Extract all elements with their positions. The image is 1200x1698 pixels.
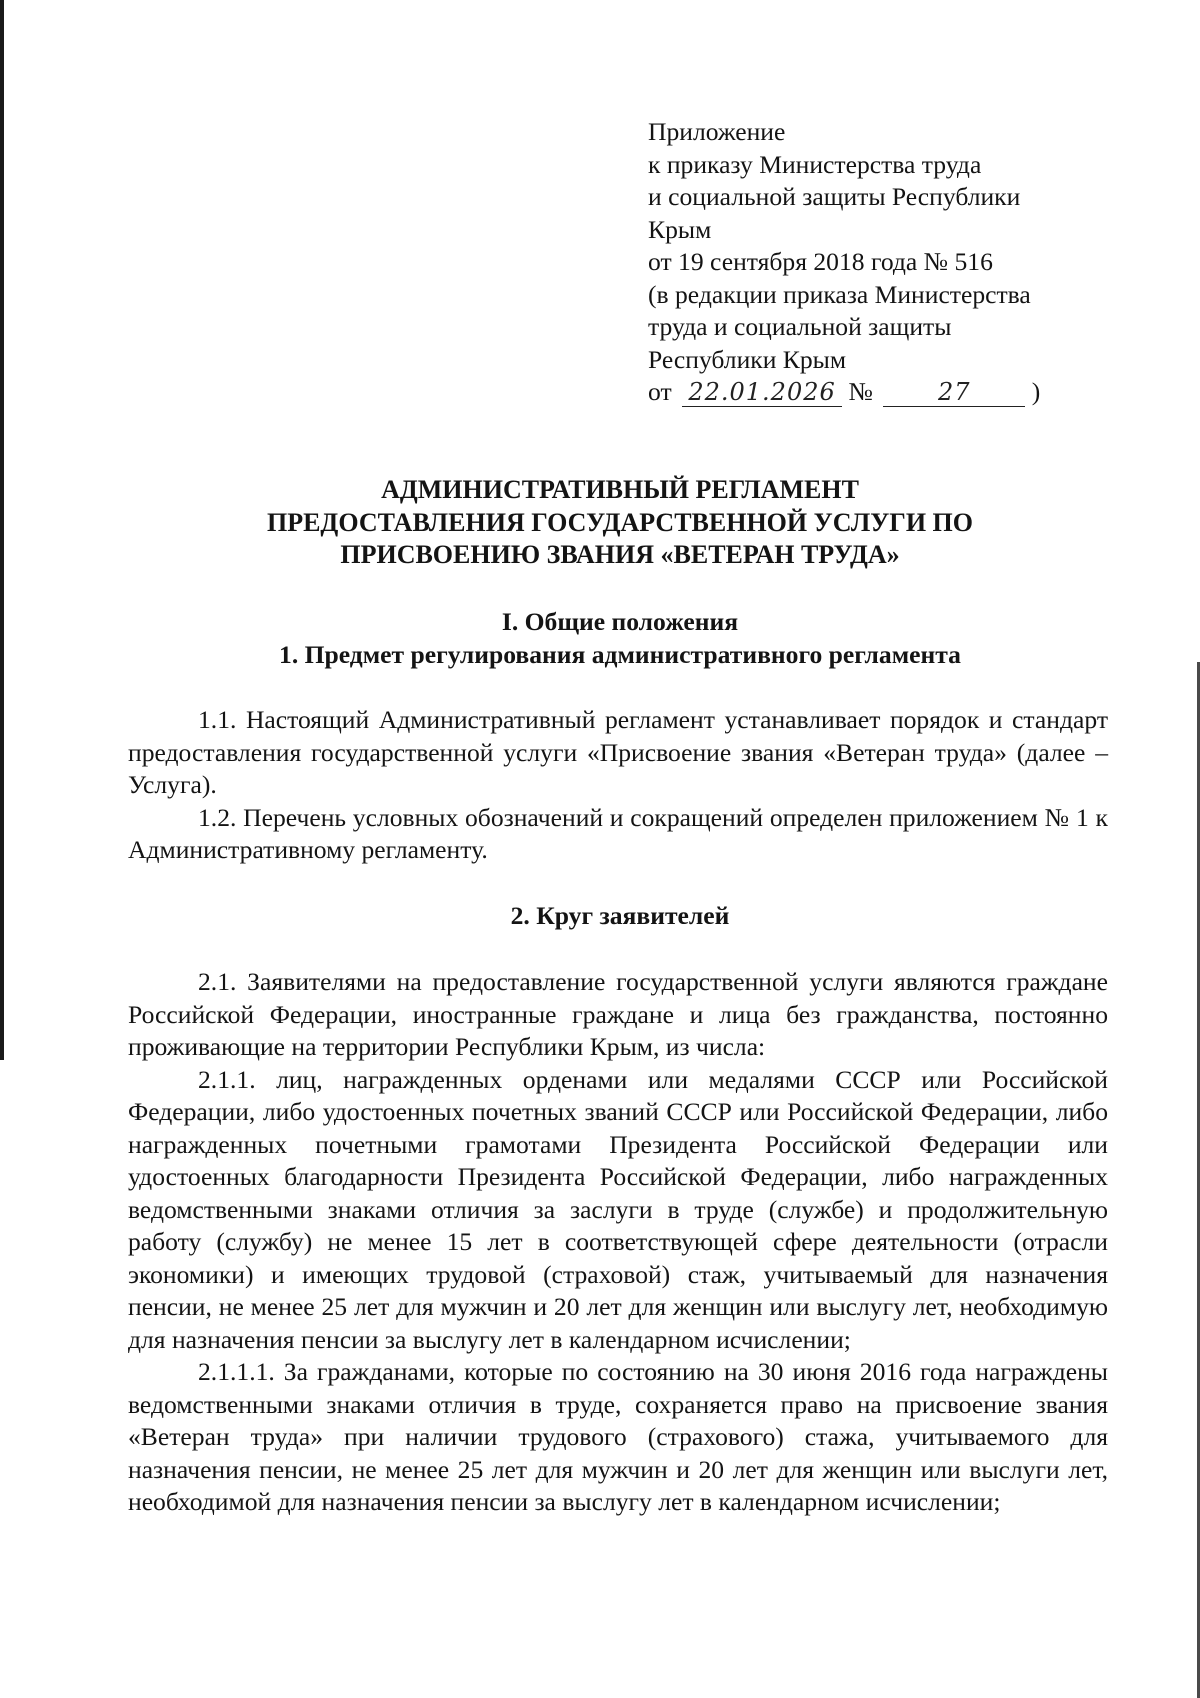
- section-2-heading-block: [130, 900, 1110, 933]
- appendix-line: и социальной защиты Республики: [648, 182, 1021, 211]
- appendix-line: труда и социальной защиты: [648, 312, 952, 341]
- section-subheading: 1. Предмет регулирования административного регламента: [279, 639, 961, 669]
- scan-left-border: [0, 0, 4, 1060]
- section-heading: I. Общие положения: [501, 607, 739, 636]
- paragraph: 2.1.1.1. За гражданами, которые по состоянию на 30 июня 2016 года награждены ведомственными знаками отличия в труде, сохраняется право на присвоение звания «Ветеран труда» при наличии трудового (страхового) стажа, учитываемого для назначения пенсии, не менее 25 лет для мужчин и 20 лет для женщин или выслуги лет, необходимой для назначения пенсии за выслугу лет в календарном исчислении;: [128, 1357, 1108, 1516]
- appendix-line: (в редакции приказа Министерства: [648, 279, 1031, 309]
- paragraph: 2.1.1. лиц, награжденных орденами или медалями СССР или Российской Федерации, либо удостоенных почетных званий СССР или Российской Федерации, либо награжденных почетными грамотами Президента Российской Федерации или удостоенных благодарности Президента Российской Федерации, либо награжденных ведомственными знаками отличия за заслуги в труде (службе) и продолжительную работу (службу) не менее 15 лет в соответствующей сфере деятельности (отрасли экономики) и имеющих трудовой (страховой) стаж, учитываемый для назначения пенсии, не менее 25 лет для мужчин и 20 лет для женщин или выслугу лет, необходимую для назначения пенсии за выслугу лет в календарном исчислении;: [128, 1064, 1108, 1354]
- handwritten-date: 22.01.2026: [682, 378, 842, 407]
- section-1-body: [128, 704, 1108, 867]
- title-line: ПРЕДОСТАВЛЕНИЯ ГОСУДАРСТВЕННОЙ УСЛУГИ ПО: [266, 507, 974, 537]
- appendix-line: Республики Крым: [648, 344, 847, 374]
- handwritten-number: 27: [883, 378, 1025, 407]
- amendment-signature-line: [648, 376, 1148, 409]
- appendix-line: Крым: [648, 214, 712, 244]
- paragraph: 2.1. Заявителями на предоставление государственной услуги являются граждане Российской Федерации, иностранные граждане и лица без гражданства, постоянно проживающие на территории Республики Крым, из числа:: [128, 967, 1108, 1061]
- paragraph: 1.1. Настоящий Административный регламент устанавливает порядок и стандарт предоставления государственной услуги «Присвоение звания «Ветеран труда» (далее – Услуга).: [128, 705, 1108, 799]
- sign-prefix: от: [648, 377, 672, 406]
- paragraph: 1.2. Перечень условных обозначений и сокращений определен приложением № 1 к Административному регламенту.: [128, 802, 1108, 864]
- section-heading: 2. Круг заявителей: [510, 901, 730, 930]
- sign-suffix: ): [1031, 377, 1041, 406]
- appendix-line: от 19 сентября 2018 года № 516: [648, 247, 993, 276]
- appendix-line: Приложение: [648, 117, 786, 146]
- appendix-line: к приказу Министерства труда: [648, 149, 982, 179]
- title-line: АДМИНИСТРАТИВНЫЙ РЕГЛАМЕНТ: [381, 475, 859, 504]
- section-1-heading-block: [130, 606, 1110, 671]
- title-line: ПРИСВОЕНИЮ ЗВАНИЯ «ВЕТЕРАН ТРУДА»: [340, 540, 900, 569]
- document-title: [130, 474, 1110, 572]
- sign-number-label: №: [848, 377, 873, 406]
- appendix-header: [648, 116, 1148, 409]
- section-2-body: [128, 966, 1108, 1519]
